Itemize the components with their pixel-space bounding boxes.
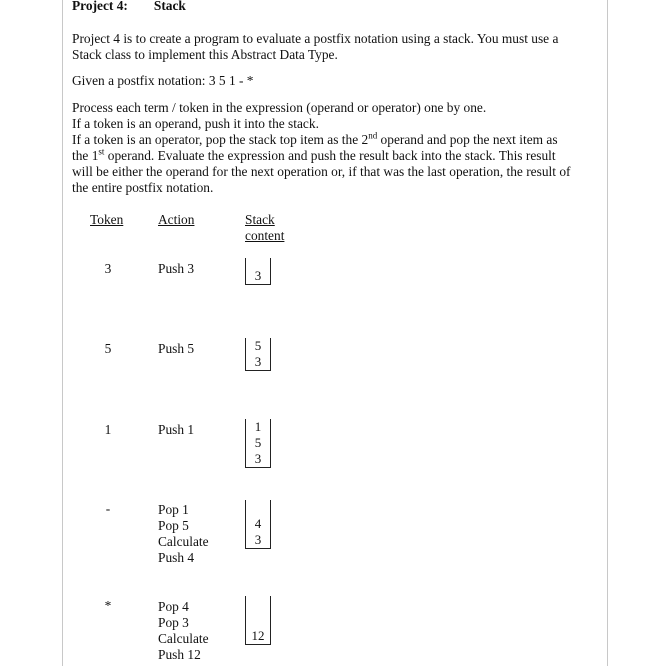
- action-header: Action: [158, 212, 195, 227]
- action-line: Pop 4: [158, 599, 189, 614]
- stack-cell: 3: [254, 532, 262, 547]
- stack-cell: [246, 596, 270, 612]
- step-token: 3: [104, 261, 112, 276]
- topic-label: Stack: [153, 0, 186, 13]
- stack-box: [245, 258, 271, 285]
- stack-header: [245, 212, 284, 244]
- action-line: Pop 3: [158, 615, 189, 630]
- stack-box: [245, 419, 271, 468]
- superscript-nd: nd: [368, 130, 378, 141]
- process-line-2: If a token is an operand, push it into the stack.: [72, 116, 319, 131]
- step-actions: [158, 341, 194, 357]
- step-token: 5: [104, 341, 112, 356]
- action-line: Push 12: [158, 647, 201, 662]
- step-token: *: [104, 598, 112, 613]
- stack-box: [245, 338, 271, 371]
- stack-cell: 12: [251, 628, 265, 643]
- stack-cell: 5: [254, 435, 262, 450]
- intro-paragraph: Project 4 is to create a program to evaluate a postfix notation using a stack. You must use a Stack class to implement this Abstract Data Type.: [72, 31, 559, 62]
- page-title: [72, 0, 186, 14]
- action-line: Pop 5: [158, 518, 189, 533]
- step-actions: [158, 261, 194, 277]
- stack-cell: 5: [254, 338, 262, 353]
- action-line: Push 1: [158, 422, 195, 437]
- action-line: Push 4: [158, 550, 195, 565]
- action-line: Push 5: [158, 341, 195, 356]
- stack-header-line-1: Stack: [245, 212, 275, 227]
- token-header: Token: [90, 212, 124, 227]
- process-line-1: Process each term / token in the expression (operand or operator) one by one.: [72, 100, 487, 115]
- process-text-a: If a token is an operator, pop the stack top item as the 2: [72, 132, 369, 147]
- project-label: Project 4:: [72, 0, 128, 13]
- page-border-left: [62, 0, 63, 666]
- step-actions: [158, 599, 209, 663]
- page-border-right: [607, 0, 608, 666]
- step-token: -: [105, 501, 111, 516]
- stack-cell: [246, 612, 270, 628]
- superscript-st: st: [98, 146, 105, 157]
- stack-header-line-2: content: [245, 228, 285, 243]
- stack-cell: 3: [254, 354, 262, 369]
- action-line: Calculate: [158, 631, 209, 646]
- stack-box: [245, 596, 271, 645]
- step-actions: [158, 502, 209, 566]
- stack-box: [245, 500, 271, 549]
- given-line: Given a postfix notation: 3 5 1 - *: [72, 73, 254, 88]
- step-token: 1: [104, 422, 112, 437]
- action-line: Calculate: [158, 534, 209, 549]
- action-line: Pop 1: [158, 502, 189, 517]
- action-line: Push 3: [158, 261, 195, 276]
- stack-cell: 3: [254, 268, 262, 283]
- process-text-c: operand. Evaluate the expression and push the result back into the stack. This result will be either the operand for the next operation or, if that was the last operation, the result of the entire postfix notation.: [72, 148, 571, 195]
- step-actions: [158, 422, 194, 438]
- process-text-b: operand and pop the next item as the 1: [72, 132, 558, 163]
- stack-cell: 4: [254, 516, 262, 531]
- process-line-3: [72, 132, 572, 196]
- stack-cell: 1: [254, 419, 262, 434]
- stack-cell: 3: [254, 451, 262, 466]
- process-paragraph: [72, 100, 572, 196]
